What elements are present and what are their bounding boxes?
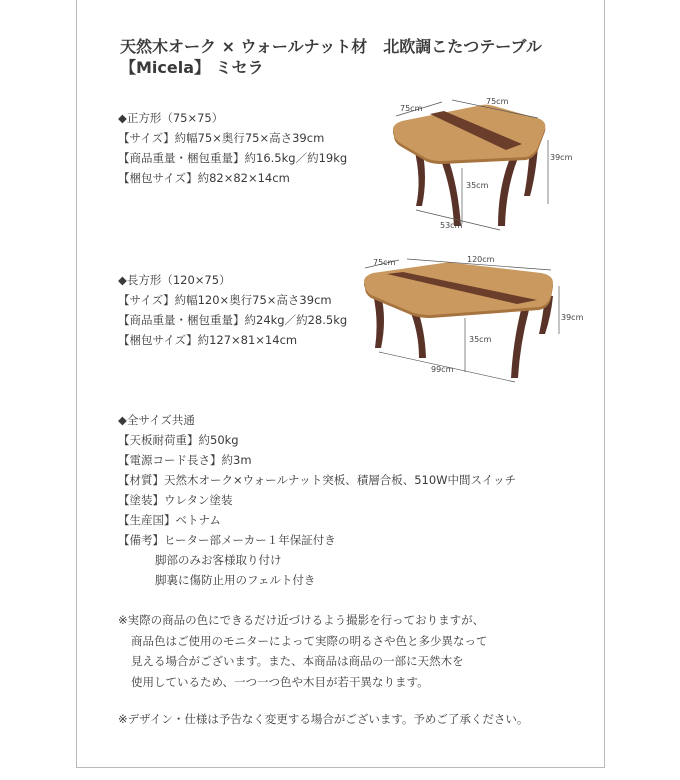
material: 【材質】天然木オーク×ウォールナット突板、積層合板、510W中間スイッチ (118, 473, 517, 487)
cord-length: 【電源コード長さ】約3m (118, 453, 252, 467)
square-spec-block (118, 108, 347, 188)
note-line: 使用しているため、一つ一つ色や木目が若干異なります。 (131, 674, 429, 689)
rect-package: 【梱包サイズ】約127×81×14cm (118, 333, 298, 347)
note-line: ※デザイン・仕様は予告なく変更する場合がございます。予めご了承ください。 (118, 712, 529, 726)
rect-spec-block (118, 270, 347, 350)
square-table-diagram (370, 88, 580, 238)
square-depth-label: 75cm (400, 104, 423, 113)
note-line: 見える場合がございます。また、本商品は商品の一部に天然木を (131, 654, 464, 668)
rect-size: 【サイズ】約幅120×奥行75×高さ39cm (118, 293, 332, 307)
leg (498, 158, 518, 226)
remarks: 【備考】ヒーター部メーカー１年保証付き (118, 533, 336, 547)
color-note (118, 610, 488, 692)
square-package: 【梱包サイズ】約82×82×14cm (118, 171, 290, 185)
remarks-assembly: 脚部のみお客様取り付け (155, 553, 282, 567)
leg (440, 158, 461, 226)
square-leg-span-label: 53cm (440, 221, 463, 230)
rect-depth-label: 75cm (373, 258, 396, 267)
load-capacity: 【天板耐荷重】約50kg (118, 433, 239, 447)
country-of-origin: 【生産国】ベトナム (118, 513, 221, 527)
common-spec-block (118, 410, 516, 590)
leg (511, 310, 529, 378)
rect-table-diagram (345, 252, 590, 387)
finish: 【塗装】ウレタン塗装 (118, 493, 233, 507)
rect-width-label: 120cm (467, 255, 495, 264)
note-line: ※実際の商品の色にできるだけ近づけるよう撮影を行っておりますが、 (118, 613, 485, 627)
page-title: 天然木オーク × ウォールナット材 北欧調こたつテーブル (120, 37, 542, 56)
rect-height-label: 39cm (561, 313, 584, 322)
square-heading: ◆正方形（75×75） (118, 111, 224, 125)
square-inner-height-label: 35cm (466, 181, 489, 190)
square-weight: 【商品重量・梱包重量】約16.5kg／約19kg (118, 151, 348, 165)
common-heading: ◆全サイズ共通 (118, 413, 195, 427)
square-width-label: 75cm (486, 97, 509, 106)
square-height-label: 39cm (550, 153, 573, 162)
product-name: 【Micela】 ミセラ (120, 58, 264, 77)
remarks-felt: 脚裏に傷防止用のフェルト付き (155, 573, 316, 587)
note-line: 商品色はご使用のモニターによって実際の明るさや色と多少異なって (131, 633, 488, 648)
rect-heading: ◆長方形（120×75） (118, 273, 231, 287)
spec-change-note (118, 709, 528, 730)
rect-inner-height-label: 35cm (469, 335, 492, 344)
rect-weight: 【商品重量・梱包重量】約24kg／約28.5kg (118, 313, 348, 327)
square-size: 【サイズ】約幅75×奥行75×高さ39cm (118, 131, 325, 145)
rect-leg-span-label: 99cm (431, 365, 454, 374)
